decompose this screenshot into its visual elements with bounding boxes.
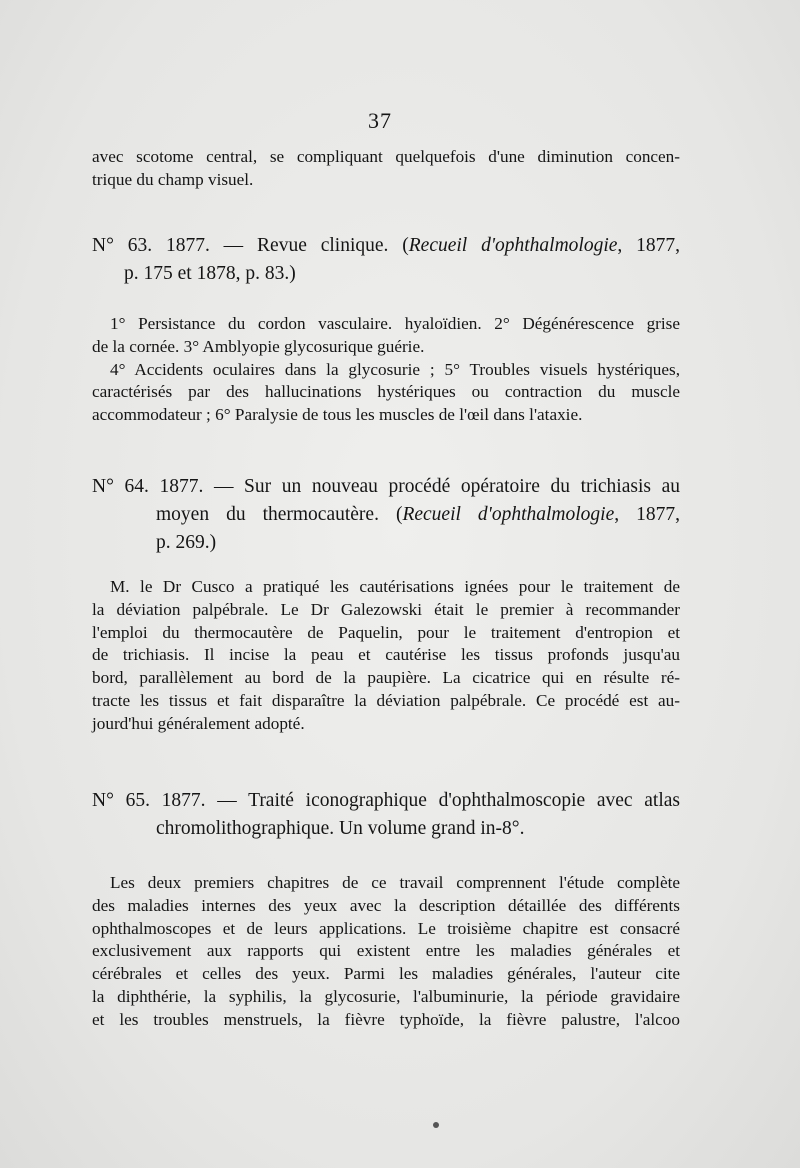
text-line: accommodateur ; 6° Paralysie de tous les muscles de l'œil dans l'ataxie. <box>92 405 583 425</box>
entry-63-body <box>92 313 680 427</box>
heading-text: moyen du thermocautère. ( <box>156 504 403 525</box>
entry-63-heading <box>92 232 680 288</box>
print-speck <box>433 1122 439 1128</box>
heading-line: N° 64. 1877. — Sur un nouveau procédé opératoire du trichiasis au <box>92 476 680 497</box>
text-line: bord, parallèlement au bord de la paupière. La cicatrice qui en résulte ré- <box>92 668 680 688</box>
heading-line: p. 269.) <box>156 532 217 553</box>
text-line: l'emploi du thermocautère de Paquelin, pour le traitement d'entropion et <box>92 622 680 642</box>
entry-64-body <box>92 576 680 736</box>
heading-line <box>92 501 680 529</box>
entry-65-body <box>92 872 680 1032</box>
text-line: 1° Persistance du cordon vasculaire. hyaloïdien. 2° Dégénérescence grise <box>110 314 680 333</box>
heading-line: N° 65. 1877. — Traité iconographique d'ophthalmoscopie avec atlas <box>92 790 680 811</box>
heading-line: chromolithographique. Un volume grand in-8°. <box>156 818 525 839</box>
journal-title: Recueil d'ophthalmologie <box>408 235 618 256</box>
journal-title: Recueil d'ophthalmologie <box>402 504 615 525</box>
heading-text: , 1877, <box>614 504 680 525</box>
text-line: avec scotome central, se compliquant quelquefois d'une diminution concen- <box>92 147 680 166</box>
text-line: des maladies internes des yeux avec la description détaillée des différents <box>92 895 680 915</box>
entry-64-heading <box>92 473 680 557</box>
text-line: tracte les tissus et fait disparaître la déviation palpébrale. Ce procédé est au- <box>92 690 680 710</box>
text-line: ophthalmoscopes et de leurs applications. Le troisième chapitre est consacré <box>92 918 680 938</box>
text-line: M. le Dr Cusco a pratiqué les cautérisations ignées pour le traitement de <box>110 577 680 596</box>
text-line: de la cornée. 3° Amblyopie glycosurique guérie. <box>92 336 425 356</box>
text-line: Les deux premiers chapitres de ce travail comprennent l'étude complète <box>110 873 680 892</box>
text-line: la diphthérie, la syphilis, la glycosurie, l'albuminurie, la période gravidaire <box>92 986 680 1006</box>
text-line: la déviation palpébrale. Le Dr Galezowski était le premier à recommander <box>92 599 680 619</box>
text-line: exclusivement aux rapports qui existent entre les maladies générales et <box>92 941 680 961</box>
text-line: jourd'hui généralement adopté. <box>92 713 305 733</box>
intro-paragraph <box>92 146 680 192</box>
entry-65-heading <box>92 787 680 843</box>
text-line: caractérisés par des hallucinations hystériques ou contraction du muscle <box>92 382 680 402</box>
heading-text: N° 63. 1877. — Revue clinique. ( <box>92 235 409 256</box>
heading-text: , 1877, <box>617 235 681 256</box>
heading-line <box>92 232 680 260</box>
text-line: cérébrales et celles des yeux. Parmi les maladies générales, l'auteur cite <box>92 964 680 984</box>
text-line: 4° Accidents oculaires dans la glycosurie ; 5° Troubles visuels hystériques, <box>110 359 680 379</box>
text-line: trique du champ visuel. <box>92 169 254 189</box>
text-line: de trichiasis. Il incise la peau et cautérise les tissus profonds jusqu'au <box>92 645 680 665</box>
page-number: 37 <box>368 108 392 133</box>
heading-line: p. 175 et 1878, p. 83.) <box>124 263 296 284</box>
text-line: et les troubles menstruels, la fièvre typhoïde, la fièvre palustre, l'alcoo <box>92 1009 680 1029</box>
